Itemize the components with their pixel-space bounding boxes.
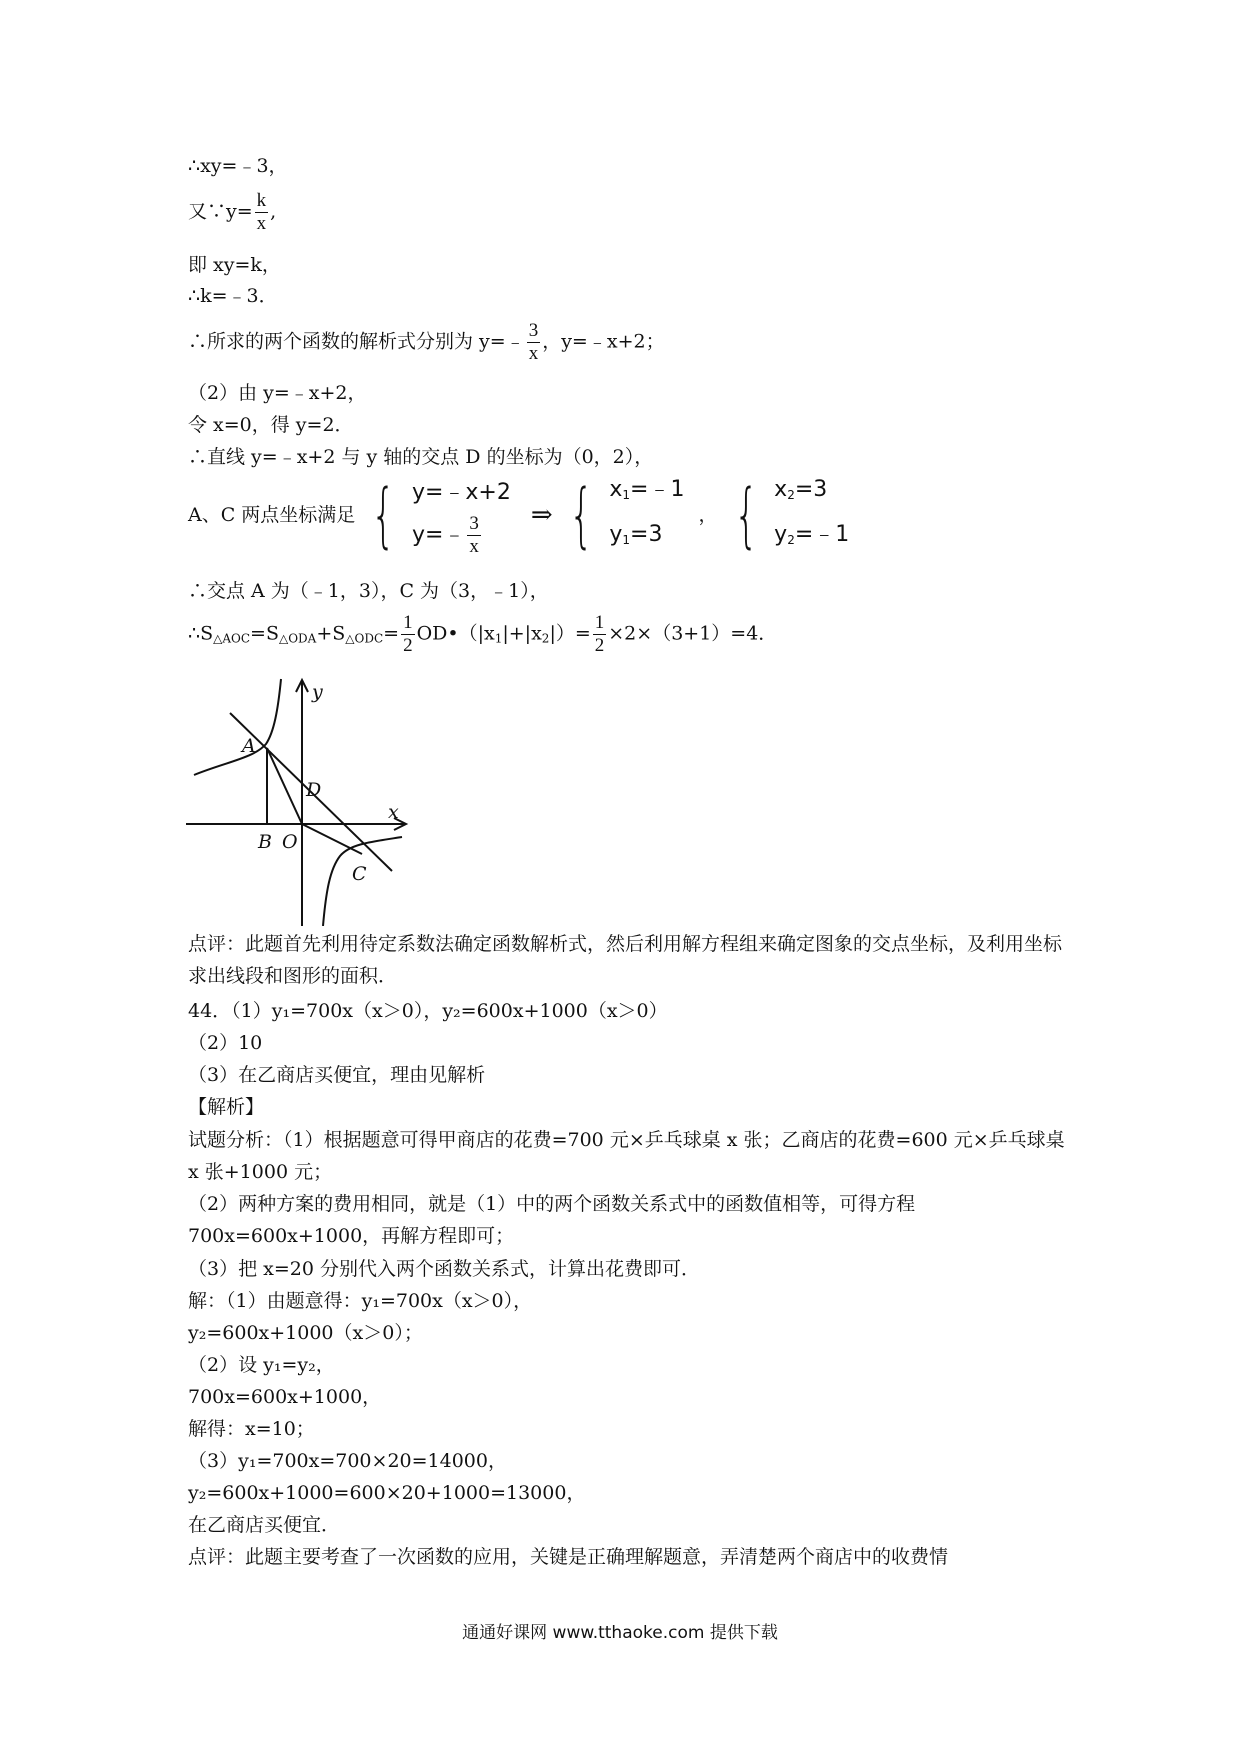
line-functions-post: ，y=﹣x+2； [542,330,665,353]
analysis-heading: 【解析】 [188,1096,265,1118]
system-eq2 [412,513,511,558]
solution-2 [774,470,849,560]
line-since-y-pre: 又∵y= [188,200,253,223]
analysis-part3: （3）把 x=20 分别代入两个函数关系式，计算出花费即可． [188,1258,700,1280]
analysis-part1: 试题分析：（1）根据题意可得甲商店的花费=700 元×乒乓球桌 x 张；乙商店的花费=600 元×乒乓球桌 x 张+1000 元； [188,1129,1065,1183]
solution-conclusion: 在乙商店买便宜． [188,1514,341,1536]
subscript: 2 [787,488,795,502]
label-a: A [242,735,256,757]
line-since-y-post: , [270,200,277,223]
area-s: ∴S [188,622,214,645]
line-area [188,612,777,657]
solution-step3b: y₂=600x+1000=600×20+1000=13000， [188,1482,586,1504]
fraction-half [593,612,607,657]
equation-system [188,470,849,570]
value: =3 [630,522,663,547]
q44-part3: （3）在乙商店买便宜，理由见解析 [188,1064,486,1086]
area-abs: |+|x [502,622,542,645]
subscript-aoc: △AOC [213,631,251,646]
solution-step2: （2）设 y₁=y₂， [188,1354,335,1376]
var-x: x [609,477,623,502]
var-y: y [609,522,623,547]
solution-2-y [774,515,849,560]
line-intersections: ∴交点 A 为（﹣1，3），C 为（3，﹣1）， [188,580,549,602]
line-functions-pre: ∴所求的两个函数的解析式分别为 y=﹣ [188,330,525,353]
left-brace: { [733,474,759,556]
implies-arrow: ⇒ [530,500,553,530]
system-original [412,473,511,558]
label-x: x [388,801,399,823]
line-k-value: ∴k=﹣3． [188,285,278,307]
frac-denominator: x [528,343,539,364]
value: =﹣1 [630,477,685,502]
system-eq2-pre: y=﹣ [411,522,466,547]
separator: ， [698,504,718,526]
solution-step1b: y₂=600x+1000（x＞0）； [188,1322,423,1344]
frac-denominator: 2 [403,635,413,656]
solution-1-y [609,515,684,560]
solution-step3: （3）y₁=700x=700×20=14000， [188,1450,507,1472]
label-c: C [352,863,367,885]
frac-numerator: k [256,190,267,211]
frac-denominator: x [256,213,267,234]
solution-step2c: 解得：x=10； [188,1418,315,1440]
area-eq: =S [250,622,279,645]
label-o: O [282,831,298,853]
frac-denominator: x [469,535,479,557]
solution-step2b: 700x=600x+1000， [188,1386,382,1408]
line-functions [188,320,665,365]
analysis-part2: （2）两种方案的费用相同，就是（1）中的两个函数关系式中的函数值相等，可得方程 700x=600x+1000，再解方程即可； [188,1193,916,1247]
var-y: y [774,522,788,547]
solution-step1: 解：（1）由题意得：y₁=700x（x＞0）， [188,1290,533,1312]
var-x: x [774,477,788,502]
q44-part2: （2）10 [188,1032,263,1054]
area-eq2: = [383,622,400,645]
solution-1-x [609,470,684,515]
line-point-d: ∴直线 y=﹣x+2 与 y 轴的交点 D 的坐标为（0，2）， [188,446,654,468]
line-xy: ∴xy=﹣3， [188,155,288,177]
page-footer: 通通好课网 www.tthaoke.com 提供下载 [462,1623,778,1643]
subscript-2: 2 [541,631,550,646]
solution-1 [609,470,684,560]
line-let-x0: 令 x=0，得 y=2． [188,414,354,436]
area-close: |）= [549,622,591,645]
comment-paragraph: 点评：此题首先利用待定系数法确定函数解析式，然后利用解方程组来确定图象的交点坐标，及利用坐标求出线段和图形的面积． [188,933,1063,987]
system-eq1: y=﹣x+2 [411,479,511,505]
system-intro: A、C 两点坐标满足 [188,504,356,526]
value: =﹣1 [794,522,850,547]
label-d: D [306,779,322,801]
label-y: y [312,681,323,703]
function-graph-figure [186,676,426,926]
subscript: 1 [622,533,631,547]
line-xy-k: 即 xy=k， [188,254,281,276]
area-tail: ×2×（3+1）=4． [608,622,778,645]
line-since-y [188,190,276,235]
frac-numerator: 3 [528,320,539,341]
subscript: 1 [622,488,631,502]
label-b: B [258,831,272,853]
fraction-3-over-x [527,320,541,365]
segment-oc [302,824,362,854]
left-brace: { [371,474,396,556]
fraction-3-over-x [467,513,481,558]
comment-q44: 点评：此题主要考查了一次函数的应用，关键是正确理解题意，弄清楚两个商店中的收费情 [188,1546,949,1568]
line-part2: （2）由 y=﹣x+2， [188,382,367,404]
subscript-odc: △ODC [345,631,384,646]
fraction-half [401,612,415,657]
frac-numerator: 3 [469,512,479,534]
value: =3 [794,477,828,502]
frac-denominator: 2 [594,635,605,656]
area-od: OD•（|x [416,622,495,645]
subscript-1: 1 [494,631,503,646]
fraction-k-over-x [255,190,269,235]
left-brace: { [568,474,594,556]
area-plus: +S [316,622,346,645]
q44-part1: 44．（1）y₁=700x（x＞0），y₂=600x+1000（x＞0） [188,1000,668,1022]
subscript-oda: △ODA [278,631,317,646]
segment-ao [267,748,302,824]
solution-2-x [774,470,849,515]
frac-numerator: 1 [403,612,413,633]
frac-numerator: 1 [594,612,605,633]
subscript: 2 [787,533,795,547]
